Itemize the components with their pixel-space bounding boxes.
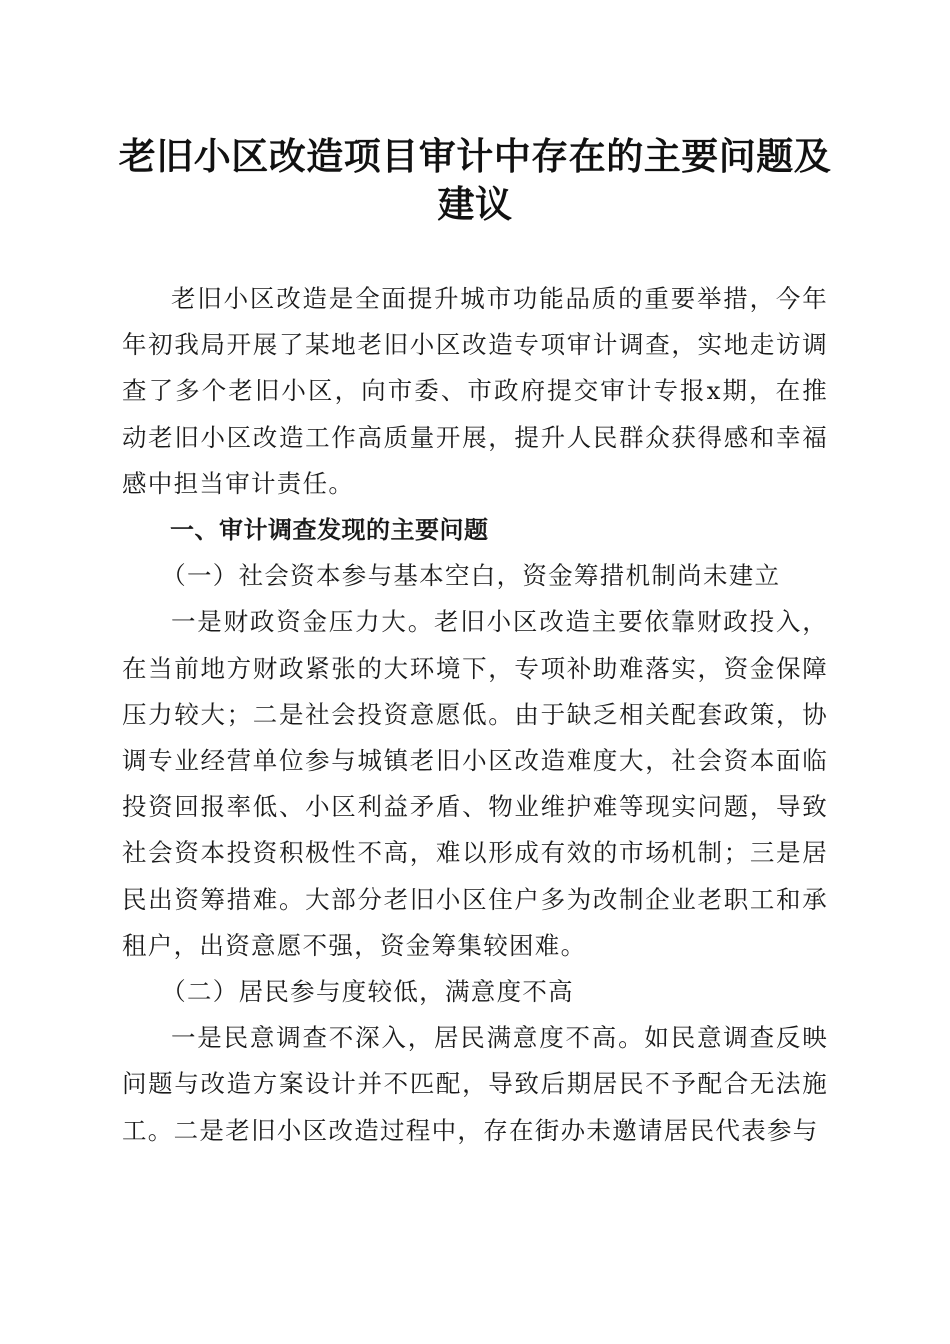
subsection-heading-2: （二）居民参与度较低，满意度不高 xyxy=(161,977,574,1007)
subsection-heading-1: （一）社会资本参与基本空白，资金筹措机制尚未建立 xyxy=(161,561,781,591)
section-heading-1: 一、审计调查发现的主要问题 xyxy=(170,516,489,545)
intro-paragraph: 老旧小区改造是全面提升城市功能品质的重要举措，今年年初我局开展了某地老旧小区改造专项审计调查，实地走访调查了多个老旧小区，向市委、市政府提交审计专报x期，在推动老旧小区改造工作高质量开展，提升人民群众获得感和幸福感中担当审计责任。 xyxy=(122,284,828,498)
document-title: 老旧小区改造项目审计中存在的主要问题及建议 xyxy=(118,134,832,226)
subsection-1-paragraph: 一是财政资金压力大。老旧小区改造主要依靠财政投入，在当前地方财政紧张的大环境下，专项补助难落实，资金保障压力较大；二是社会投资意愿低。由于缺乏相关配套政策，协调专业经营单位参与城镇老旧小区改造难度大，社会资本面临投资回报率低、小区利益矛盾、物业维护难等现实问题，导致社会资本投资积极性不高，难以形成有效的市场机制；三是居民出资筹措难。大部分老旧小区住户多为改制企业老职工和承租户，出资意愿不强，资金筹集较困难。 xyxy=(122,607,828,960)
document-body xyxy=(122,276,828,1154)
subsection-2-paragraph: 一是民意调查不深入，居民满意度不高。如民意调查反映问题与改造方案设计并不匹配，导致后期居民不予配合无法施工。二是老旧小区改造过程中，存在街办未邀请居民代表参与 xyxy=(122,1023,828,1145)
